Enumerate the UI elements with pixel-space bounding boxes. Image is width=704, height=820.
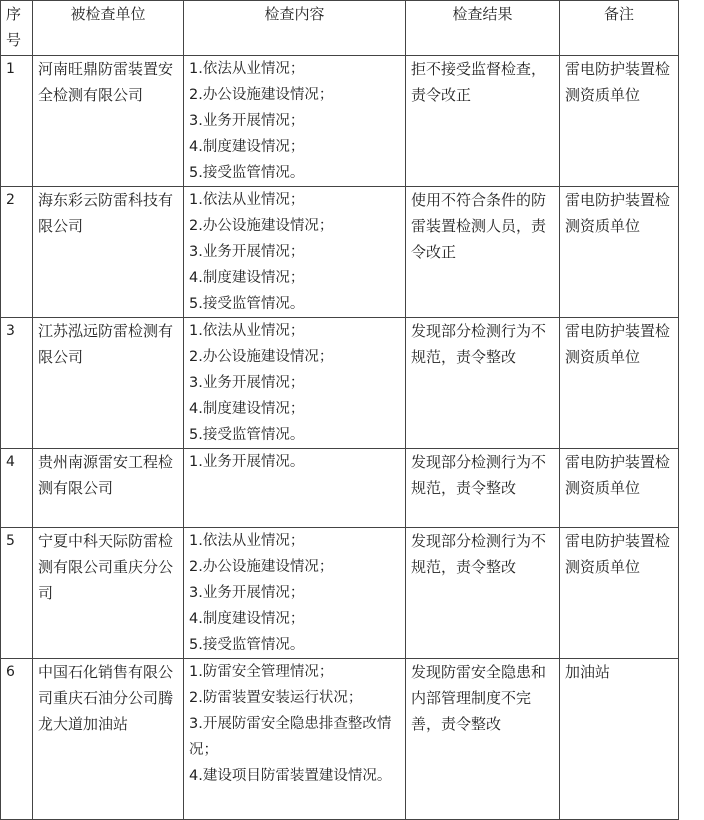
table-row (1, 318, 679, 449)
row-result: 发现防雷安全隐患和内部管理制度不完善，责令整改 (406, 659, 560, 820)
row-note: 雷电防护装置检测资质单位 (560, 318, 679, 449)
table-row (1, 187, 679, 318)
row-result: 发现部分检测行为不规范，责令整改 (406, 528, 560, 659)
content-item: 1.依法从业情况； (189, 323, 305, 339)
content-item: 3.开展防雷安全隐患排查整改情况； (189, 716, 392, 758)
header-num: 序号 (1, 1, 33, 56)
table-row (1, 56, 679, 187)
content-item: 5.接受监管情况。 (189, 427, 305, 443)
table-row (1, 449, 679, 528)
row-result: 拒不接受监督检查，责令改正 (406, 56, 560, 187)
row-unit: 海东彩云防雷科技有限公司 (33, 187, 184, 318)
row-num: 4 (1, 449, 33, 528)
row-content (184, 528, 406, 659)
content-item: 3.业务开展情况； (189, 585, 305, 601)
content-item: 4.制度建设情况； (189, 139, 305, 155)
content-item: 1.依法从业情况； (189, 533, 305, 549)
content-item: 3.业务开展情况； (189, 375, 305, 391)
row-content (184, 318, 406, 449)
header-unit: 被检查单位 (33, 1, 184, 56)
row-result: 使用不符合条件的防雷装置检测人员，责令改正 (406, 187, 560, 318)
row-note: 雷电防护装置检测资质单位 (560, 56, 679, 187)
row-num: 3 (1, 318, 33, 449)
header-result: 检查结果 (406, 1, 560, 56)
row-content (184, 659, 406, 820)
row-num: 6 (1, 659, 33, 820)
row-note: 加油站 (560, 659, 679, 820)
row-num: 1 (1, 56, 33, 187)
table-row (1, 659, 679, 820)
row-content (184, 449, 406, 528)
content-item: 4.建设项目防雷装置建设情况。 (189, 768, 392, 784)
content-item: 2.办公设施建设情况； (189, 559, 334, 575)
content-item: 2.办公设施建设情况； (189, 87, 334, 103)
content-item: 4.制度建设情况； (189, 611, 305, 627)
content-item: 4.制度建设情况； (189, 270, 305, 286)
content-item: 1.业务开展情况。 (189, 454, 305, 470)
content-item: 4.制度建设情况； (189, 401, 305, 417)
content-item: 1.防雷安全管理情况； (189, 664, 334, 680)
row-result: 发现部分检测行为不规范，责令整改 (406, 449, 560, 528)
row-result: 发现部分检测行为不规范，责令整改 (406, 318, 560, 449)
row-num: 2 (1, 187, 33, 318)
content-item: 1.依法从业情况； (189, 192, 305, 208)
content-item: 3.业务开展情况； (189, 113, 305, 129)
content-item: 2.防雷装置安装运行状况； (189, 690, 363, 706)
row-unit: 中国石化销售有限公司重庆石油分公司腾龙大道加油站 (33, 659, 184, 820)
content-item: 2.办公设施建设情况； (189, 349, 334, 365)
row-note: 雷电防护装置检测资质单位 (560, 528, 679, 659)
content-item: 5.接受监管情况。 (189, 165, 305, 181)
content-item: 2.办公设施建设情况； (189, 218, 334, 234)
table-row (1, 528, 679, 659)
row-content (184, 187, 406, 318)
content-item: 1.依法从业情况； (189, 61, 305, 77)
header-note: 备注 (560, 1, 679, 56)
row-unit: 贵州南源雷安工程检测有限公司 (33, 449, 184, 528)
row-num: 5 (1, 528, 33, 659)
header-content: 检查内容 (184, 1, 406, 56)
row-unit: 江苏泓远防雷检测有限公司 (33, 318, 184, 449)
content-item: 3.业务开展情况； (189, 244, 305, 260)
row-note: 雷电防护装置检测资质单位 (560, 187, 679, 318)
row-unit: 河南旺鼎防雷装置安全检测有限公司 (33, 56, 184, 187)
row-content (184, 56, 406, 187)
row-unit: 宁夏中科天际防雷检测有限公司重庆分公司 (33, 528, 184, 659)
content-item: 5.接受监管情况。 (189, 296, 305, 312)
row-note: 雷电防护装置检测资质单位 (560, 449, 679, 528)
content-item: 5.接受监管情况。 (189, 637, 305, 653)
table-header-row (1, 1, 679, 56)
